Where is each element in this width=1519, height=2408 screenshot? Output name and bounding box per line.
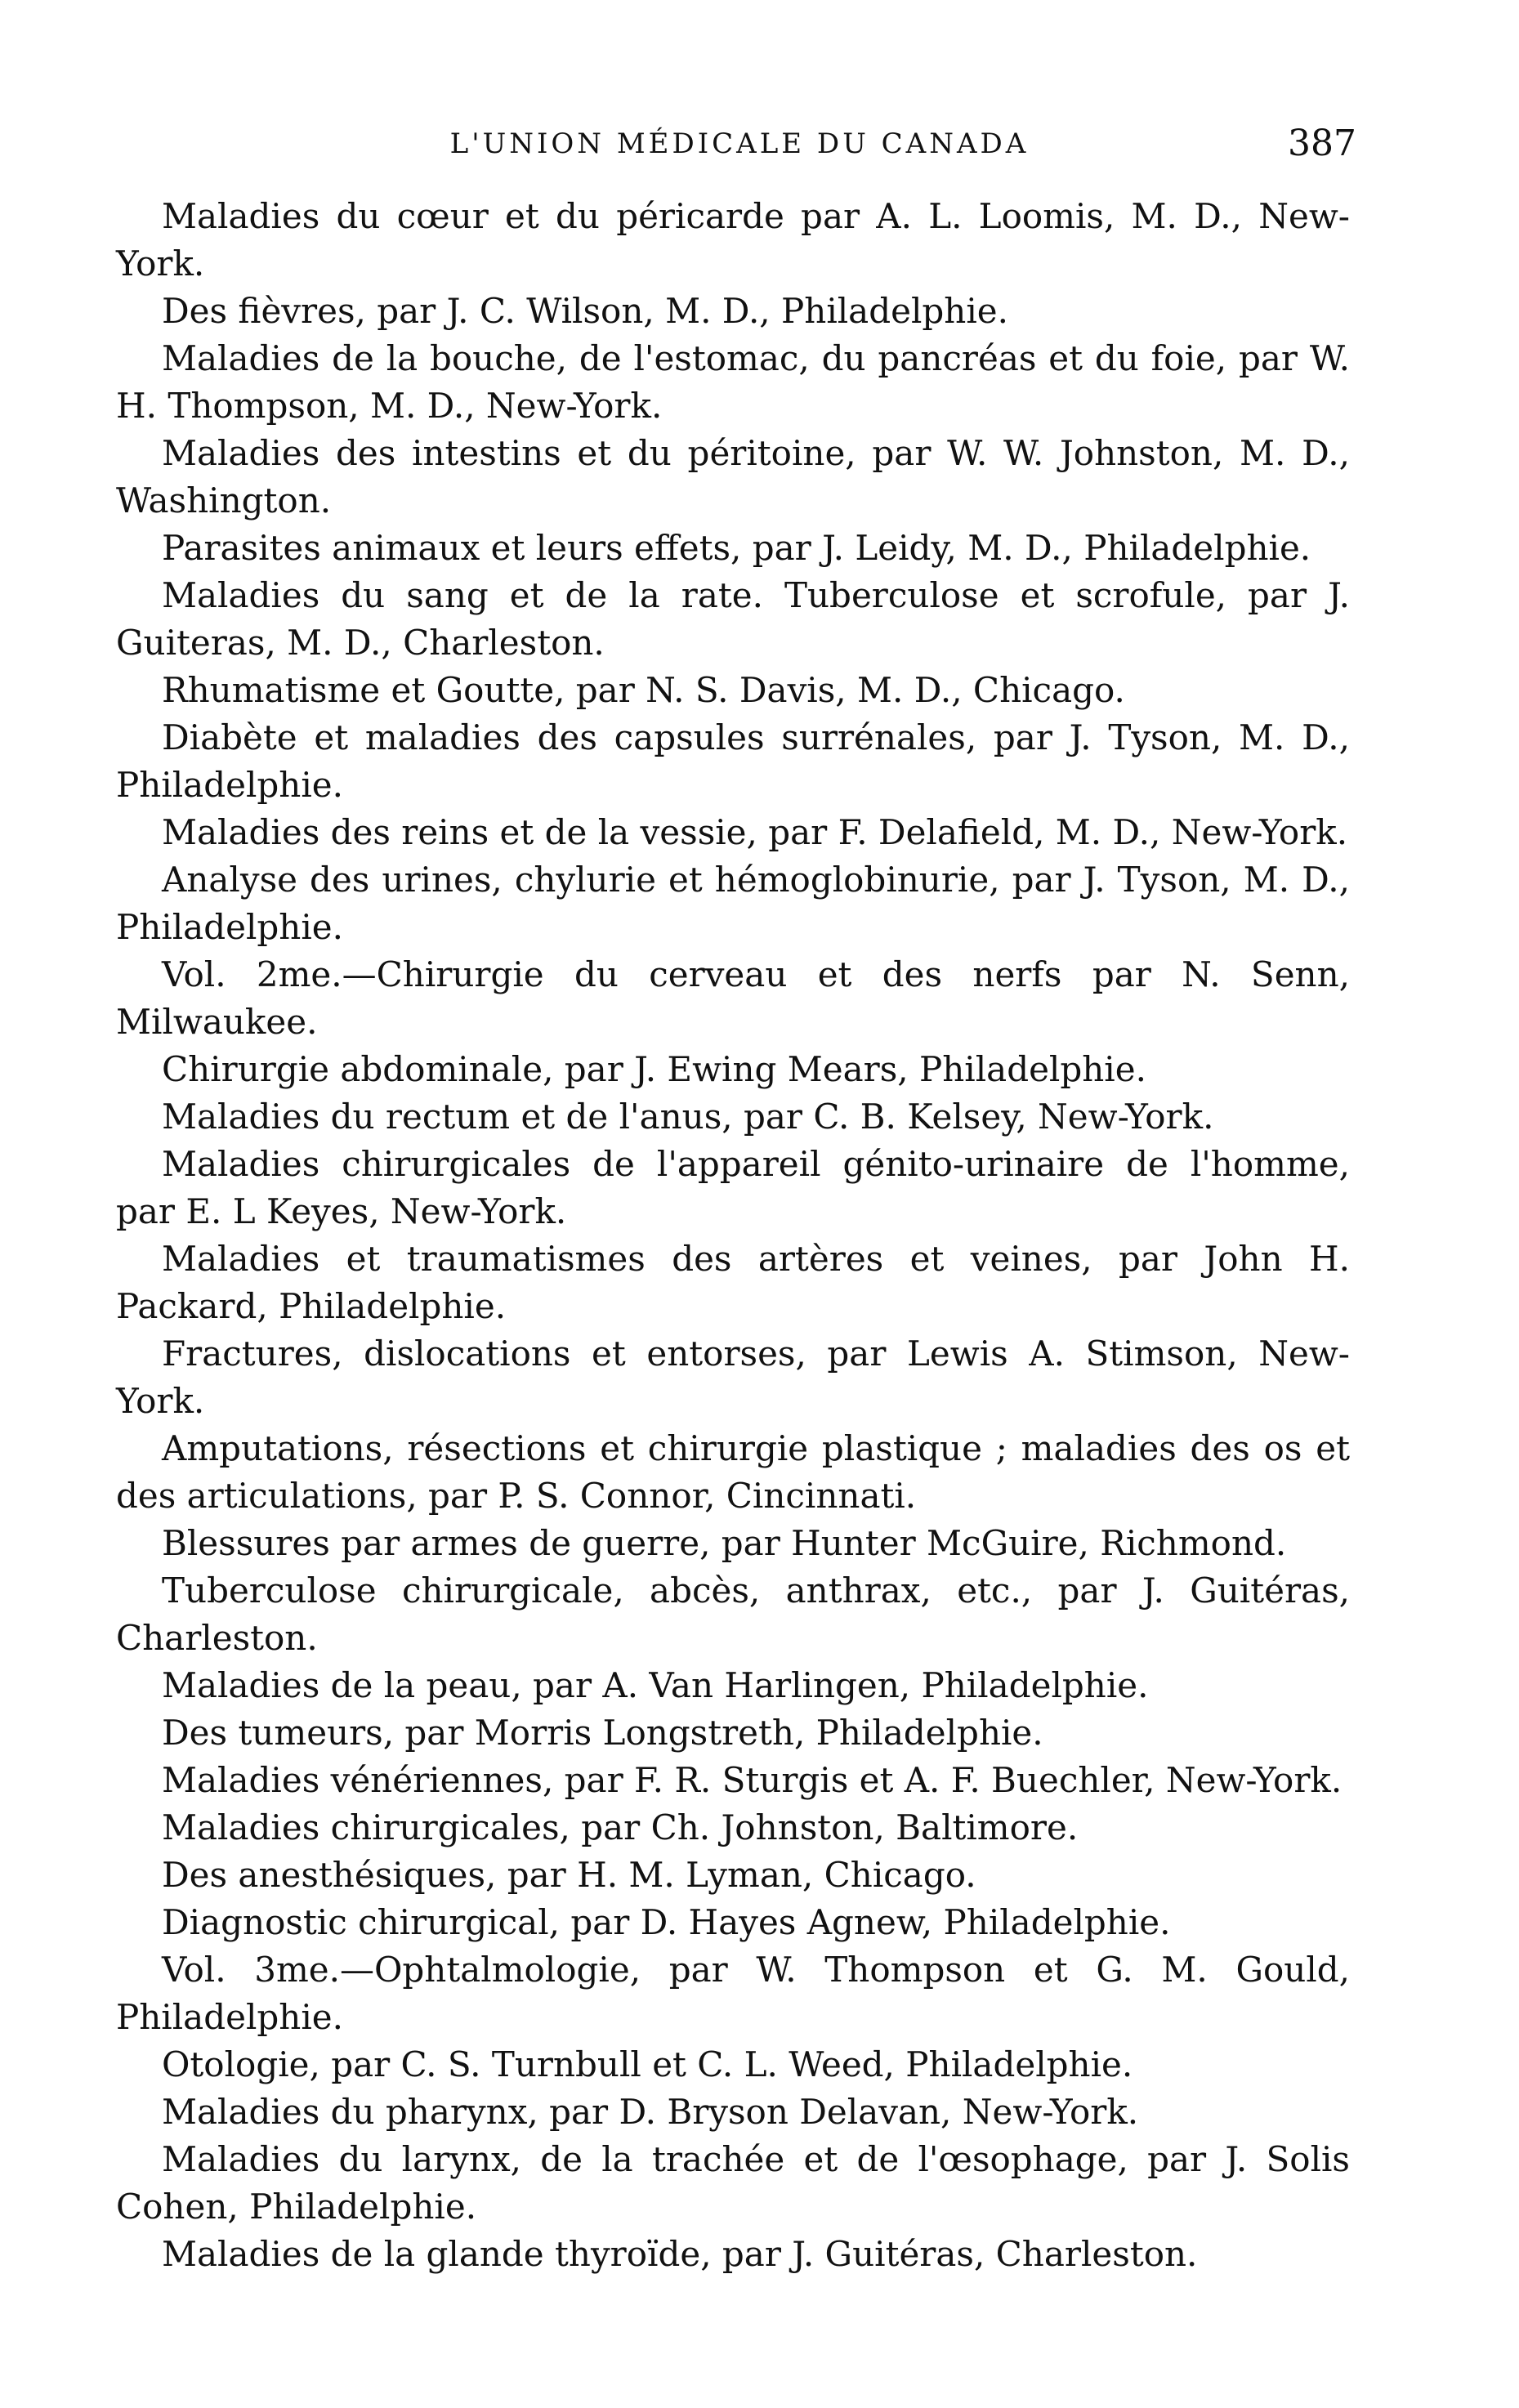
bibliography-entry: Maladies chirurgicales de l'appareil génito-urinaire de l'homme, par E. L Keyes, New-York. — [116, 1144, 1350, 1231]
bibliography-entry: Maladies et traumatismes des artères et veines, par John H. Packard, Philadelphie. — [116, 1239, 1350, 1326]
bibliography-entry: Fractures, dislocations et entorses, par Lewis A. Stimson, New-York. — [116, 1334, 1350, 1421]
bibliography-entry: Diabète et maladies des capsules surrénales, par J. Tyson, M. D., Philadelphie. — [116, 717, 1350, 805]
bibliography-entry: Des tumeurs, par Morris Longstreth, Philadelphie. — [162, 1713, 1043, 1753]
bibliography-entry: Diagnostic chirurgical, par D. Hayes Agnew, Philadelphie. — [162, 1902, 1171, 1942]
bibliography-entry: Maladies des intestins et du péritoine, par W. W. Johnston, M. D., Washington. — [116, 433, 1350, 520]
volume-2-entry: Vol. 2me.—Chirurgie du cerveau et des nerfs par N. Senn, Milwaukee. — [116, 954, 1350, 1042]
bibliography-entry: Chirurgie abdominale, par J. Ewing Mears, Philadelphie. — [162, 1049, 1146, 1089]
bibliography-entry: Maladies des reins et de la vessie, par F. Delafield, M. D., New-York. — [162, 812, 1348, 852]
bibliography-entry: Maladies de la bouche, de l'estomac, du pancréas et du foie, par W. H. Thompson, M. D., New-York. — [116, 338, 1350, 426]
bibliography-list — [116, 193, 1350, 2278]
bibliography-entry: Maladies de la peau, par A. Van Harlingen, Philadelphie. — [162, 1665, 1149, 1705]
bibliography-entry: Des anesthésiques, par H. M. Lyman, Chicago. — [162, 1855, 976, 1895]
bibliography-entry: Analyse des urines, chylurie et hémoglobinurie, par J. Tyson, M. D., Philadelphie. — [116, 860, 1350, 947]
bibliography-entry: Maladies du rectum et de l'anus, par C. B. Kelsey, New-York. — [162, 1097, 1214, 1137]
bibliography-entry: Maladies de la glande thyroïde, par J. Guitéras, Charleston. — [162, 2234, 1198, 2274]
bibliography-entry: Maladies du pharynx, par D. Bryson Delavan, New-York. — [162, 2092, 1139, 2132]
bibliography-entry: Maladies du sang et de la rate. Tuberculose et scrofule, par J. Guiteras, M. D., Charleston. — [116, 575, 1350, 663]
page-header — [123, 123, 1356, 172]
bibliography-entry: Maladies du larynx, de la trachée et de l'œsophage, par J. Solis Cohen, Philadelphie. — [116, 2139, 1350, 2227]
volume-3-entry: Vol. 3me.—Ophtalmologie, par W. Thompson et G. M. Gould, Philadelphie. — [116, 1950, 1350, 2037]
bibliography-entry: Maladies vénériennes, par F. R. Sturgis et A. F. Buechler, New-York. — [162, 1760, 1343, 1800]
running-head: L'UNION MÉDICALE DU CANADA — [449, 127, 1030, 160]
bibliography-entry: Tuberculose chirurgicale, abcès, anthrax, etc., par J. Guitéras, Charleston. — [116, 1570, 1350, 1658]
bibliography-entry: Blessures par armes de guerre, par Hunter McGuire, Richmond. — [162, 1523, 1287, 1563]
page-number: 387 — [1288, 123, 1356, 164]
bibliography-entry: Maladies chirurgicales, par Ch. Johnston, Baltimore. — [162, 1807, 1079, 1847]
bibliography-entry: Des fièvres, par J. C. Wilson, M. D., Philadelphie. — [162, 291, 1008, 331]
bibliography-entry: Amputations, résections et chirurgie plastique ; maladies des os et des articulations, par P. S. Connor, Cincinnati. — [116, 1428, 1350, 1516]
bibliography-entry: Otologie, par C. S. Turnbull et C. L. Weed, Philadelphie. — [162, 2044, 1133, 2084]
bibliography-entry: Parasites animaux et leurs effets, par J. Leidy, M. D., Philadelphie. — [162, 528, 1311, 568]
bibliography-entry: Rhumatisme et Goutte, par N. S. Davis, M. D., Chicago. — [162, 670, 1125, 710]
bibliography-entry: Maladies du cœur et du péricarde par A. L. Loomis, M. D., New-York. — [116, 196, 1350, 284]
